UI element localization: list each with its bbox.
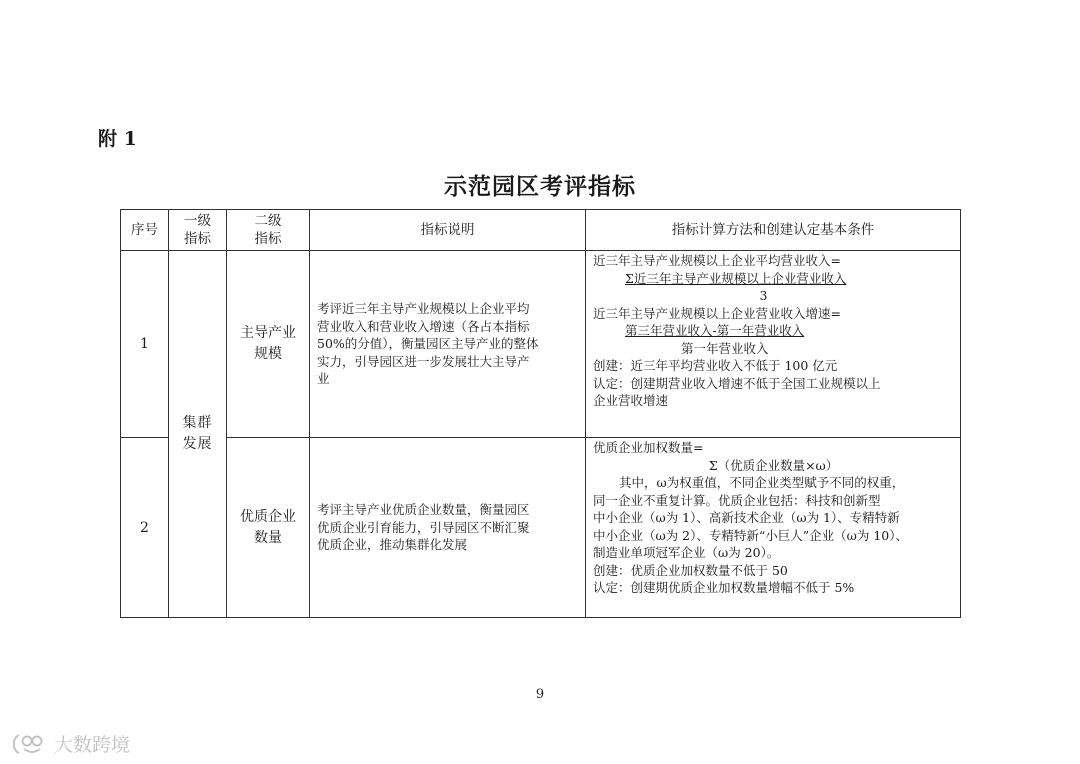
- formula-denominator: 3: [759, 288, 768, 303]
- header-description: 指标说明: [310, 210, 586, 251]
- table-header-row: [121, 210, 961, 251]
- method-cell: 优质企业加权数量= Σ（优质企业数量×ω） 其中，ω为权重值，不同企业类型赋予不同的权重， 同一企业不重复计算。优质企业包括：科技和创新型 中小企业（ω为 1）、高新技术企业（ω为 1）、专精特新 中小企业（ω为 2）、专精特新“小巨人”企业（ω为 10）、 制造业单项冠军企业（ω为 20）。 创建：优质企业加权数量不低于 50 认定：创建期优质企业加权数量增幅不低于 5%: [586, 438, 961, 618]
- table-row: [121, 438, 961, 618]
- watermark: [10, 730, 130, 757]
- row-seq: 1: [121, 251, 169, 438]
- header-level2: 二级 指标: [227, 210, 310, 251]
- header-level1: 一级 指标: [169, 210, 227, 251]
- header-method: 指标计算方法和创建认定基本条件: [586, 210, 961, 251]
- document-title: 示范园区考评指标: [444, 173, 636, 200]
- header-seq: 序号: [121, 210, 169, 251]
- subcategory-cell: 优质企业 数量: [227, 438, 310, 618]
- formula: Σ（优质企业数量×ω）: [708, 457, 839, 473]
- formula-numerator: 第三年营业收入-第一年营业收入: [625, 323, 805, 338]
- watermark-text: 大数跨境: [54, 734, 131, 756]
- formula-numerator: Σ近三年主导产业规模以上企业营业收入: [625, 270, 847, 286]
- annex-label: 附 1: [98, 128, 137, 150]
- subcategory-cell: 主导产业 规模: [227, 251, 310, 438]
- formula-denominator: 第一年营业收入: [681, 340, 769, 356]
- row-seq: 2: [121, 438, 169, 618]
- method-cell: 近三年主导产业规模以上企业平均营业收入= Σ近三年主导产业规模以上企业营业收入 3 近三年主导产业规模以上企业营业收入增速= 第三年营业收入-第一年营业收入 第一年营业收入 创建：近三年平均营业收入不低于 100 亿元 认定：创建期营业收入增速不低于全国工业规模以上 企业营收增速: [586, 251, 961, 438]
- table-row: [121, 251, 961, 438]
- description-cell: 考评主导产业优质企业数量，衡量园区 优质企业引育能力，引导园区不断汇聚 优质企业，推动集群化发展: [310, 438, 586, 618]
- page-number: 9: [535, 687, 545, 702]
- watermark-logo-icon: [10, 732, 50, 756]
- evaluation-table: [120, 209, 961, 618]
- description-cell: 考评近三年主导产业规模以上企业平均 营业收入和营业收入增速（各占本指标 50%的分值），衡量园区主导产业的整体 实力，引导园区进一步发展壮大主导产 业: [310, 251, 586, 438]
- category-cell: 集群 发展: [169, 251, 227, 618]
